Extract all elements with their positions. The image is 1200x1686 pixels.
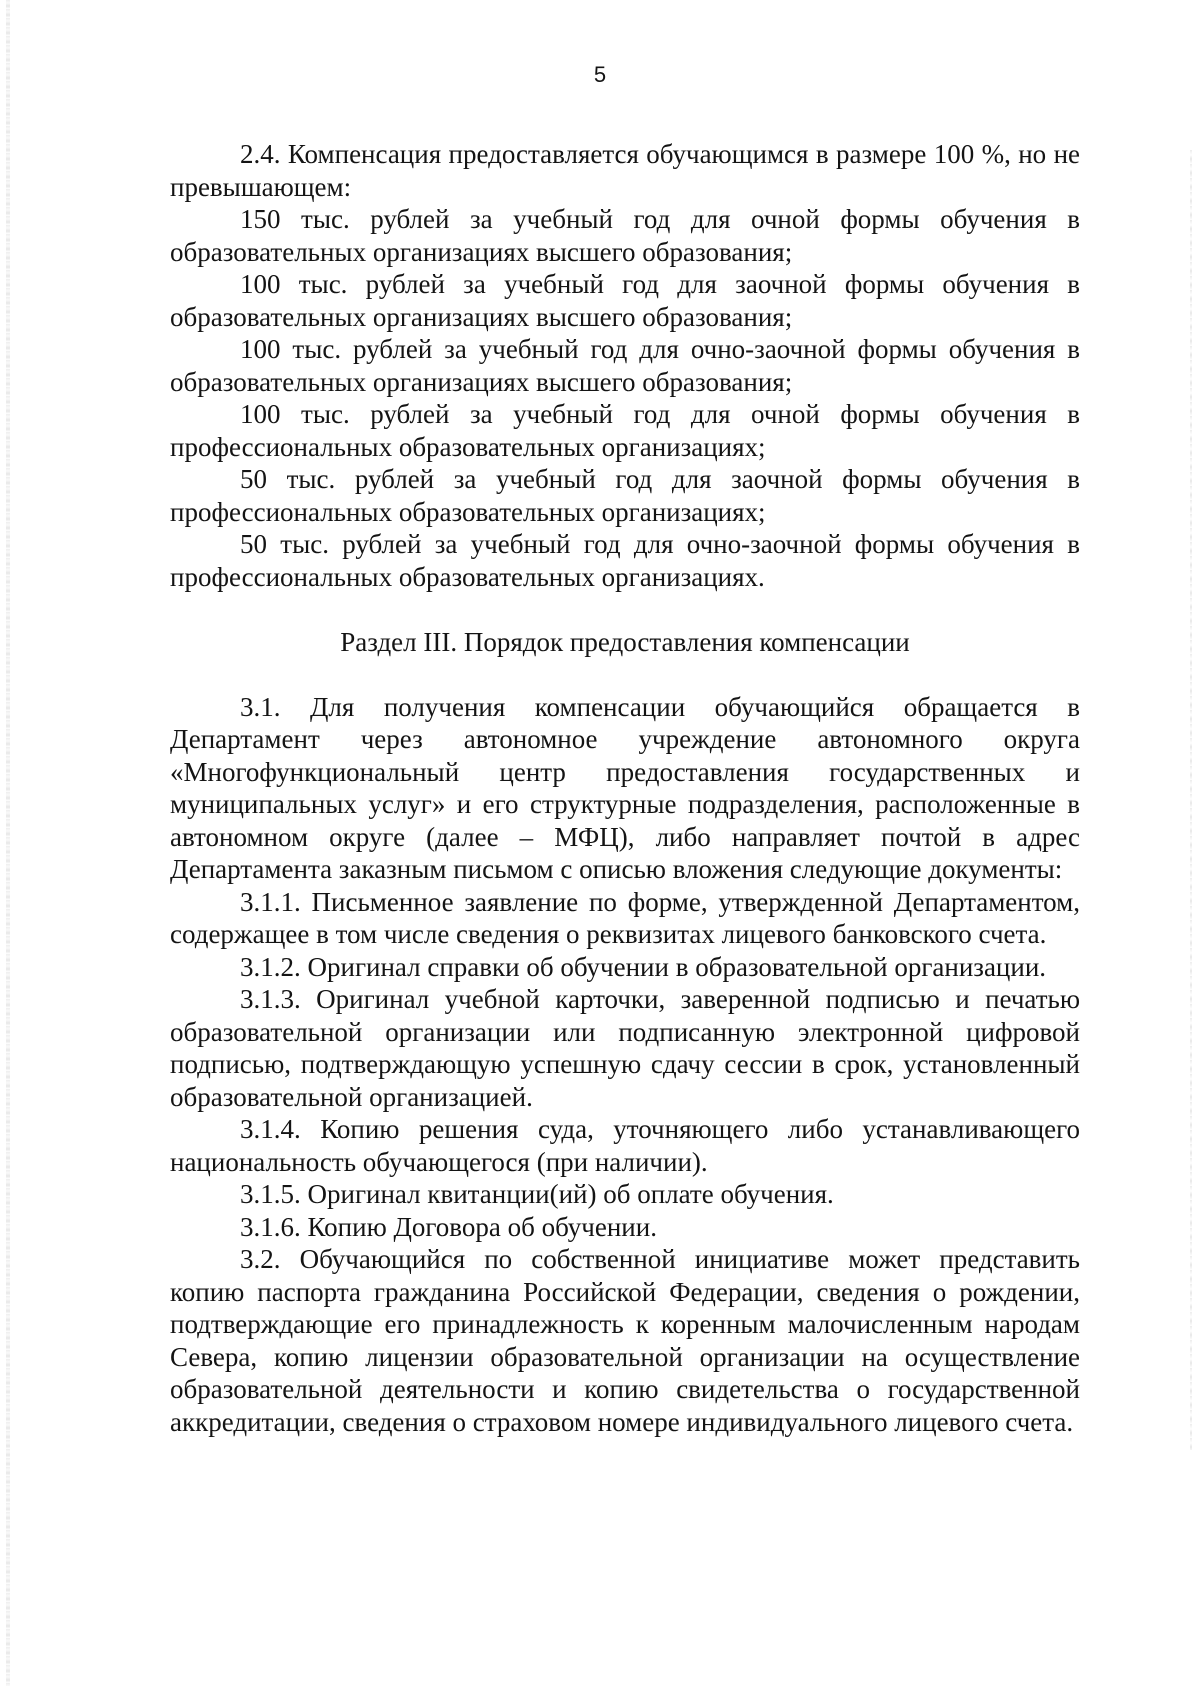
page-number: 5	[593, 62, 607, 87]
scan-edge-right	[1190, 150, 1192, 1450]
paragraph-3-1-3: 3.1.3. Оригинал учебной карточки, заверенной подписью и печатью образовательной организации или подписанную электронной цифровой подписью, подтверждающую успешную сдачу сессии в срок, установленный образовательной организацией.	[170, 984, 1080, 1112]
paragraph-limit-3: 100 тыс. рублей за учебный год для очно-заочной формы обучения в образовательных организациях высшего образования;	[170, 334, 1080, 397]
paragraph-limit-6: 50 тыс. рублей за учебный год для очно-заочной формы обучения в профессиональных образовательных организациях.	[170, 529, 1080, 592]
paragraph-3-1: 3.1. Для получения компенсации обучающийся обращается в Департамент через автономное учреждение автономного округа «Многофункциональный центр предоставления государственных и муниципальных услуг» и его структурные подразделения, расположенные в автономном округе (далее – МФЦ), либо направляет почтой в адрес Департамента заказным письмом с описью вложения следующие документы:	[170, 691, 1080, 884]
paragraph-3-1-5: 3.1.5. Оригинал квитанции(ий) об оплате обучения.	[240, 1179, 834, 1209]
paragraph-3-1-6: 3.1.6. Копию Договора об обучении.	[240, 1211, 657, 1242]
paragraph-3-2: 3.2. Обучающийся по собственной инициативе может представить копию паспорта гражданина Российской Федерации, сведения о рождении, подтверждающие его принадлежность к коренным малочисленным народам Севера, копию лицензии образовательной организации на осуществление образовательной деятельности и копию свидетельства о государственной аккредитации, сведения о страховом номере индивидуального лицевого счета.	[170, 1244, 1080, 1437]
paragraph-limit-2: 100 тыс. рублей за учебный год для заочной формы обучения в образовательных организациях высшего образования;	[170, 269, 1080, 332]
paragraph-3-1-2: 3.1.2. Оригинал справки об обучении в образовательной организации.	[240, 951, 1047, 982]
paragraph-limit-1: 150 тыс. рублей за учебный год для очной формы обучения в образовательных организациях высшего образования;	[170, 204, 1080, 267]
paragraph-3-1-1: 3.1.1. Письменное заявление по форме, утвержденной Департаментом, содержащее в том числе сведения о реквизитах лицевого банковского счета.	[170, 886, 1080, 949]
section-heading: Раздел III. Порядок предоставления компенсации	[340, 626, 910, 657]
paragraph-3-1-4: 3.1.4. Копию решения суда, уточняющего либо устанавливающего национальность обучающегося (при наличии).	[170, 1114, 1080, 1177]
document-body	[170, 138, 1080, 1438]
paragraph-2-4: 2.4. Компенсация предоставляется обучающимся в размере 100 %, но не превышающем:	[170, 139, 1080, 202]
paragraph-limit-4: 100 тыс. рублей за учебный год для очной формы обучения в профессиональных образовательных организациях;	[170, 399, 1080, 462]
paragraph-limit-5: 50 тыс. рублей за учебный год для заочной формы обучения в профессиональных образовательных организациях;	[170, 464, 1080, 527]
scan-edge-left	[6, 0, 10, 1686]
